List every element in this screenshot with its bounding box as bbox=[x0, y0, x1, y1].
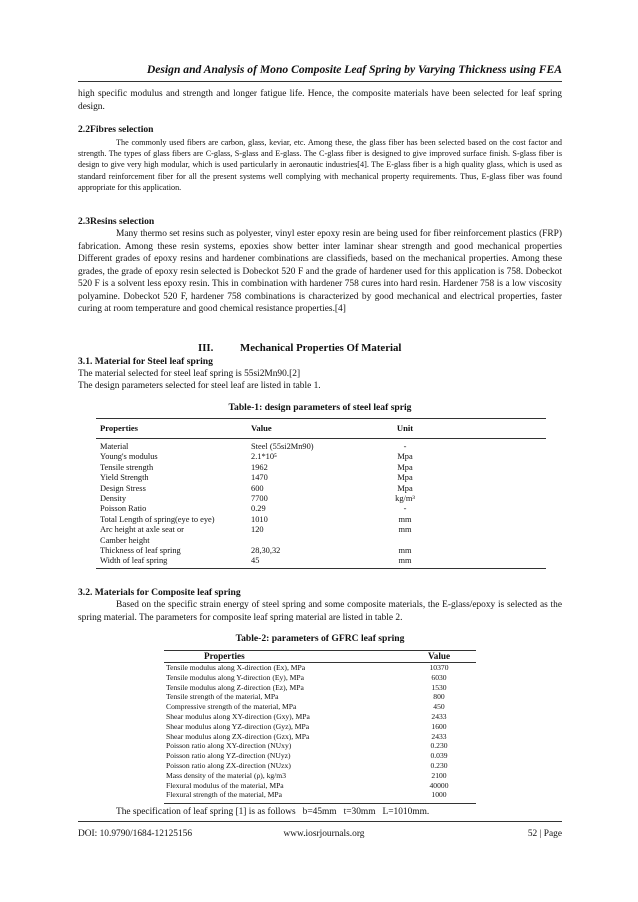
table1-cell-property: Density bbox=[100, 494, 127, 503]
fibres-heading: 2.2Fibres selection bbox=[78, 124, 154, 135]
table2-row bbox=[164, 741, 476, 751]
running-title: Design and Analysis of Mono Composite Leaf Spring by Varying Thickness using FEA bbox=[146, 63, 562, 76]
table2-row bbox=[164, 702, 476, 712]
table1-cell-property: Arc height at axle seat or bbox=[100, 525, 184, 535]
table1-cell-value: 120 bbox=[251, 525, 264, 535]
table1-cell-property: Design Stress bbox=[100, 483, 146, 493]
table2-cell-property: Flexural strength of the material, MPa bbox=[166, 790, 282, 800]
table1-row bbox=[96, 484, 546, 494]
table2-cell-property: Mass density of the material (ρ), kg/m3 bbox=[166, 770, 286, 780]
table1-cell-value: 0.29 bbox=[251, 504, 266, 514]
table2-row bbox=[164, 692, 476, 702]
table2-row bbox=[164, 771, 476, 781]
table1-cell-property: Thickness of leaf spring bbox=[100, 546, 181, 555]
steel-line-2: The design parameters selected for steel leaf are listed in table 1. bbox=[78, 381, 321, 391]
table1-cell-unit: mm bbox=[398, 525, 412, 535]
footer-site: www.iosrjournals.org bbox=[283, 829, 365, 839]
footer-page-number: 52 | Page bbox=[527, 829, 562, 839]
table1-row bbox=[96, 463, 546, 473]
table1-caption: Table-1: design parameters of steel leaf sprig bbox=[228, 402, 412, 413]
footer-rule bbox=[78, 821, 562, 822]
section-title: Mechanical Properties Of Material bbox=[240, 342, 402, 354]
table1-top-rule bbox=[96, 418, 546, 419]
table1-cell-property: Poisson Ratio bbox=[100, 504, 147, 514]
header-rule bbox=[78, 81, 562, 82]
table2-cell-property: Compressive strength of the material, MPa bbox=[166, 702, 297, 712]
table2-cell-value: 40000 bbox=[429, 780, 449, 790]
table2-cell-property: Shear modulus along YZ-direction (Gyz), MPa bbox=[166, 721, 310, 731]
table1-cell-unit: mm bbox=[398, 546, 412, 555]
table1-cell-unit: Mpa bbox=[397, 462, 413, 472]
table1-cell-value: 7700 bbox=[251, 494, 268, 503]
table2-row bbox=[164, 663, 476, 673]
table2-caption: Table-2: parameters of GFRC leaf spring bbox=[235, 633, 405, 644]
table2-row bbox=[164, 790, 476, 800]
table1-cell-unit: mm bbox=[398, 514, 412, 524]
table1-cell-value: 1962 bbox=[251, 462, 268, 472]
table1-cell-property: Young's modulus bbox=[100, 452, 158, 462]
table1-cell-property: Total Length of spring(eye to eye) bbox=[100, 514, 215, 524]
table2-cell-property: Tensile modulus along Y-direction (Ey), MPa bbox=[166, 672, 304, 682]
table1-row bbox=[96, 525, 546, 535]
table1-cell-property: Yield Strength bbox=[100, 473, 149, 483]
table2-cell-property: Poisson ratio along XY-direction (NUxy) bbox=[166, 741, 292, 751]
table1-cell-unit: Mpa bbox=[397, 473, 413, 483]
table1-cell-unit: Mpa bbox=[397, 452, 413, 462]
table2-cell-value: 0.039 bbox=[430, 751, 448, 761]
table1-cell-value: 1010 bbox=[251, 514, 268, 524]
table1-header-properties: Properties bbox=[100, 423, 139, 433]
table1-row bbox=[96, 473, 546, 483]
table1-cell-property: Camber height bbox=[100, 535, 150, 545]
table2-cell-property: Flexural modulus of the material, MPa bbox=[166, 780, 284, 790]
footer-doi: DOI: 10.9790/1684-12125156 bbox=[78, 829, 193, 839]
table1-cell-unit: Mpa bbox=[397, 483, 413, 493]
composite-heading: 3.2. Materials for Composite leaf spring bbox=[78, 587, 241, 598]
table1-row bbox=[96, 452, 546, 462]
table1-cell-value: 1470 bbox=[251, 473, 268, 483]
table2-cell-value: 2433 bbox=[431, 731, 447, 741]
composite-paragraph: Based on the specific strain energy of steel spring and some composite materials, the E-glass/epoxy is selected as the spring material. The parameters for composite leaf spring material are listed in table 2. bbox=[78, 600, 562, 623]
table2-row bbox=[164, 722, 476, 732]
table1-cell-unit: - bbox=[403, 504, 407, 514]
table2-cell-value: 10370 bbox=[429, 663, 449, 672]
intro-paragraph: high specific modulus and strength and longer fatigue life. Hence, the composite materials have been selected for leaf spring design. bbox=[78, 89, 562, 112]
resins-heading: 2.3Resins selection bbox=[78, 216, 155, 227]
fibres-paragraph: The commonly used fibers are carbon, glass, keviar, etc. Among these, the glass fiber has been selected based on the cost factor and strength. The types of glass fibers are C-glass, S-glass and E-glass. The C-glass fiber is designed to give improved surface finish. S-glass fiber is design to give very high modular, which is used particularly in aeronautic industries[4]. The E-glass fiber is a high quality glass, which is used as standard reinforcement fiber for all the present systems well complying with mechanical property requirements. Thus, E-glass fiber was found appropriate for this application. bbox=[78, 138, 562, 192]
table1-cell-unit: kg/m³ bbox=[395, 494, 415, 503]
table2-row bbox=[164, 673, 476, 683]
table1-cell-value: 28,30,32 bbox=[251, 546, 281, 555]
table2-row bbox=[164, 683, 476, 693]
table1-bottom-rule bbox=[96, 568, 546, 569]
table1-header-rule bbox=[96, 438, 546, 439]
resins-paragraph: Many thermo set resins such as polyester, vinyl ester epoxy resin are being used for fiber reinforcement plastics (FRP) fabrication. Among these resin systems, epoxies show better inter laminar shear strength and good mechanical properties Different grades of epoxy resins and hardener combinations are classifieds, based on the mechanical properties. Among these grades, the grade of epoxy resin selected is Dobeckot 520 F and the grade of hardener used for this application is 758. Dobeckot 520 F is a solvent less epoxy resin. This in combination with hardener 758 cures into hard resin. Hardener 758 is a low viscosity polyamine. Dobeckot 520 F, hardener 758 combinations is characterized by good mechanical and electrical properties, faster curing at room temperature and good chemical resistance properties.[4] bbox=[78, 229, 562, 314]
table1-cell-value: 45 bbox=[251, 556, 260, 566]
table2-row bbox=[164, 732, 476, 742]
section-3-heading bbox=[198, 342, 401, 355]
table2-row bbox=[164, 761, 476, 771]
table2-cell-value: 2100 bbox=[431, 770, 447, 780]
spring-specification: The specification of leaf spring [1] is as follows b=45mm t=30mm L=1010mm. bbox=[116, 807, 430, 817]
table2-cell-value: 6030 bbox=[431, 672, 447, 682]
table2-cell-property: Poisson ratio along ZX-direction (NUzx) bbox=[166, 761, 291, 770]
steel-line-1: The material selected for steel leaf spring is 55si2Mn90.[2] bbox=[78, 369, 301, 379]
table1-row bbox=[96, 546, 546, 556]
table2-header-value: Value bbox=[427, 651, 451, 661]
table2-row bbox=[164, 781, 476, 791]
table1-header-unit: Unit bbox=[396, 423, 414, 433]
table1-cell-unit: - bbox=[403, 442, 407, 451]
table2-header-properties: Properties bbox=[204, 651, 245, 661]
table1-row bbox=[96, 504, 546, 514]
table1-row bbox=[96, 556, 546, 566]
table1-cell-value: 2.1*10⁵ bbox=[251, 452, 277, 462]
table1-cell-property: Material bbox=[100, 442, 129, 451]
table2-bottom-rule bbox=[164, 803, 476, 804]
table2-cell-property: Tensile strength of the material, MPa bbox=[166, 692, 279, 702]
table2-cell-value: 1530 bbox=[431, 682, 447, 692]
table2-cell-value: 800 bbox=[433, 692, 445, 702]
table2-cell-value: 2433 bbox=[431, 712, 447, 721]
section-number: III. bbox=[198, 342, 214, 354]
table1-row bbox=[96, 494, 546, 504]
table1-row bbox=[96, 515, 546, 525]
table2-cell-value: 1600 bbox=[431, 721, 447, 731]
table2-cell-property: Shear modulus along XY-direction (Gxy), MPa bbox=[166, 712, 310, 721]
table1-cell-property: Width of leaf spring bbox=[100, 556, 168, 566]
table2-cell-value: 1000 bbox=[431, 790, 447, 800]
table2-cell-value: 0.230 bbox=[430, 741, 448, 751]
table1-header-value: Value bbox=[251, 423, 272, 433]
steel-heading: 3.1. Material for Steel leaf spring bbox=[78, 356, 213, 367]
table2-cell-property: Tensile modulus along Z-direction (Ez), MPa bbox=[166, 682, 304, 692]
table1-cell-unit: mm bbox=[398, 556, 412, 566]
table1-cell-property: Tensile strength bbox=[100, 462, 154, 472]
table1-cell-value: Steel (55si2Mn90) bbox=[251, 442, 314, 451]
table1-cell-value: 600 bbox=[251, 483, 264, 493]
table2-row bbox=[164, 712, 476, 722]
table2-cell-property: Shear modulus along ZX-direction (Gzx), MPa bbox=[166, 731, 310, 741]
table2-row bbox=[164, 751, 476, 761]
table1-row bbox=[96, 442, 546, 452]
table2-cell-property: Poisson ratio along YZ-direction (NUyz) bbox=[166, 751, 291, 761]
table2-cell-property: Tensile modulus along X-direction (Ex), MPa bbox=[166, 663, 306, 672]
table2-cell-value: 0.230 bbox=[430, 761, 448, 770]
table1-row bbox=[96, 536, 546, 546]
table2-cell-value: 450 bbox=[433, 702, 445, 712]
